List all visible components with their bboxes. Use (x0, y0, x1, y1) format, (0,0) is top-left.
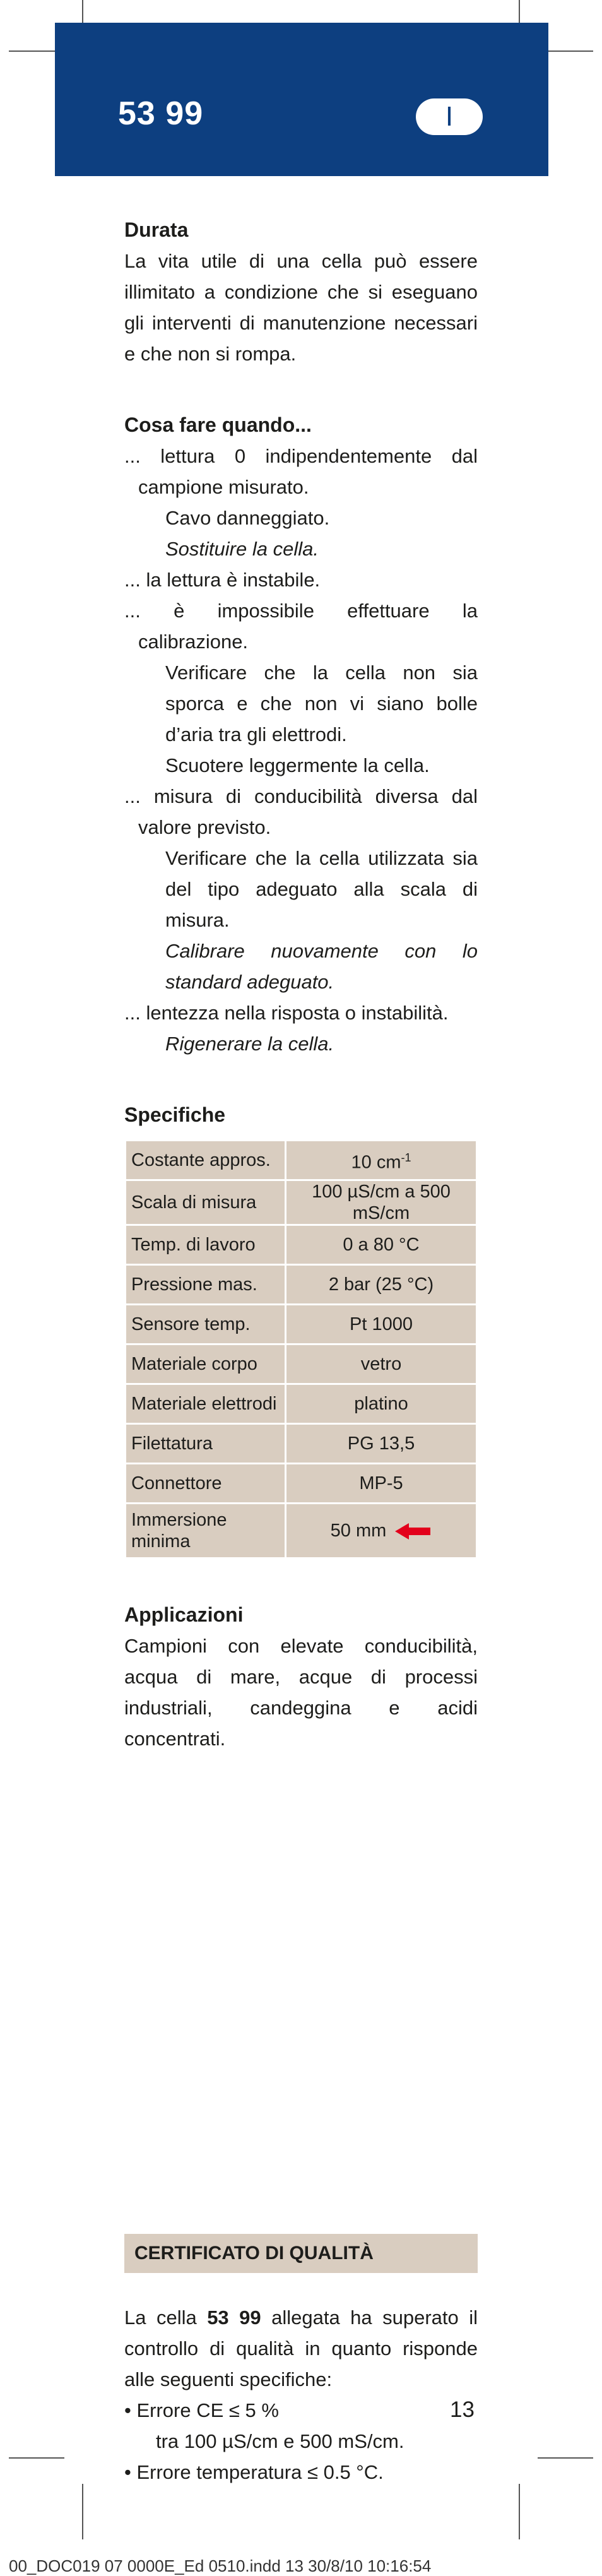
specs-title: Specifiche (124, 1103, 226, 1126)
spec-row (126, 1265, 477, 1305)
spec-value: 10 $cm^{-1}$ (286, 1141, 477, 1180)
troubleshooting-line: ... la lettura è instabile. (124, 569, 321, 591)
troubleshooting-line: ... è impossibile effettuare la calibrazione. (124, 600, 478, 653)
spec-value: PG 13,5 (286, 1424, 477, 1464)
model-number: 53 99 (118, 95, 204, 132)
specs-table (124, 1139, 478, 1559)
durata-text: La vita utile di una cella può essere illimitato a condizione che si eseguano gli interventi di manutenzione necessari e che non si rompa. (124, 250, 478, 365)
troubleshooting-line: Rigenerare la cella. (165, 1033, 334, 1055)
language-badge: I (416, 98, 483, 135)
certificate-intro: La cella 53 99 allegata ha superato il controllo di qualità in quanto risponde alle seguenti specifiche: (124, 2306, 478, 2390)
spec-row (126, 1344, 477, 1384)
certificate-model: 53 99 (207, 2306, 261, 2329)
troubleshooting-line: Calibrare nuovamente con lo standard adeguato. (165, 940, 478, 993)
spec-label: Connettore (126, 1464, 286, 1504)
spec-label: Materiale corpo (126, 1344, 286, 1384)
spec-row (126, 1141, 477, 1180)
spec-superscript: -1 (401, 1151, 411, 1165)
spec-label: Immersione minima (126, 1504, 286, 1558)
spec-label: Costante appros. (126, 1141, 286, 1180)
certificate-bullet-ce-detail: tra 100 µS/cm e 500 mS/cm. (156, 2430, 404, 2452)
spec-value: Pt 1000 (286, 1305, 477, 1344)
troubleshooting-line: Scuotere leggermente la cella. (165, 754, 430, 776)
spec-label: Temp. di lavoro (126, 1225, 286, 1265)
troubleshooting-line: Sostituire la cella. (165, 538, 319, 560)
spec-row (126, 1424, 477, 1464)
troubleshooting-line: Verificare che la cella utilizzata sia del tipo adeguato alla scala di misura. (165, 847, 478, 931)
certificate-bullet-temp: • Errore temperatura ≤ 0.5 °C. (124, 2461, 384, 2483)
spec-row (126, 1384, 477, 1424)
spec-row (126, 1464, 477, 1504)
print-footer: 00_DOC019 07 0000E_Ed 0510.indd 13 30/8/10 10:16:54 (9, 2556, 432, 2575)
spec-value: 0 a 80 °C (286, 1225, 477, 1265)
spec-value: 50 mm (286, 1504, 477, 1558)
red-arrow-icon (395, 1523, 432, 1540)
spec-row (126, 1180, 477, 1225)
applications-title: Applicazioni (124, 1603, 244, 1626)
crop-mark (9, 2457, 64, 2459)
crop-mark (519, 2484, 520, 2539)
spec-label: Filettatura (126, 1424, 286, 1464)
spec-row (126, 1504, 477, 1558)
spec-label: Pressione mas. (126, 1265, 286, 1305)
header-band (55, 23, 548, 176)
troubleshooting-line: Cavo danneggiato. (165, 507, 330, 529)
spec-label: Scala di misura (126, 1180, 286, 1225)
spec-value: 2 bar (25 °C) (286, 1265, 477, 1305)
page-content (124, 215, 478, 2488)
troubleshooting-line: Verificare che la cella non sia sporca e che non vi siano bolle d’aria tra gli elettrodi. (165, 662, 478, 745)
spec-value: 100 µS/cm a 500 mS/cm (286, 1180, 477, 1225)
spec-row (126, 1225, 477, 1265)
troubleshooting-title: Cosa fare quando... (124, 413, 312, 436)
troubleshooting-list (124, 441, 478, 1059)
durata-title: Durata (124, 218, 189, 241)
applications-text: Campioni con elevate conducibilità, acqua di mare, acque di processi industriali, candeggina e acidi concentrati. (124, 1635, 478, 1750)
spec-row (126, 1305, 477, 1344)
crop-mark (82, 2484, 83, 2539)
spec-label: Materiale elettrodi (126, 1384, 286, 1424)
troubleshooting-line: ... misura di conducibilità diversa dal valore previsto. (124, 785, 478, 838)
troubleshooting-line: ... lettura 0 indipendentemente dal campione misurato. (124, 445, 478, 498)
spec-value: MP-5 (286, 1464, 477, 1504)
spec-label: Sensore temp. (126, 1305, 286, 1344)
crop-mark (538, 2457, 593, 2459)
troubleshooting-line: ... lentezza nella risposta o instabilità. (124, 1002, 449, 1024)
spec-value: platino (286, 1384, 477, 1424)
page-number: 13 (450, 2397, 475, 2422)
certificate-title: CERTIFICATO DI QUALITÀ (124, 2234, 478, 2273)
spec-value: vetro (286, 1344, 477, 1384)
certificate-bullet-ce: • Errore CE ≤ 5 % (124, 2399, 279, 2421)
